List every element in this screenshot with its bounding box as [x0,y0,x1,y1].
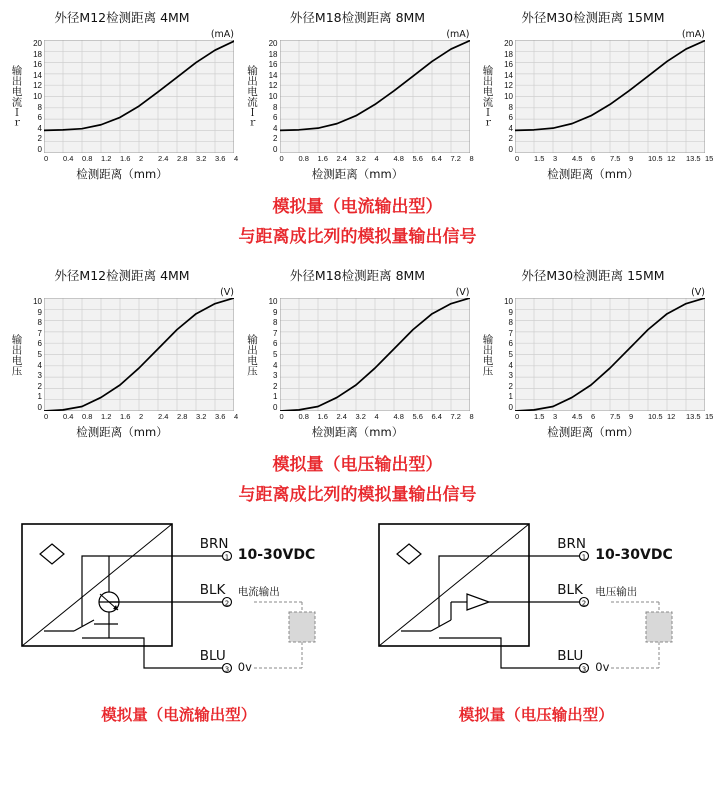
chart-voltage-m30 [479,266,714,440]
plot-area [515,298,707,411]
chart-title: 外径M30检测距离 15MM [521,268,665,283]
wire-label-brn: BRN [557,536,586,552]
plot-area [515,40,707,153]
wire-value-output: 电流输出 [237,586,280,598]
svg-text:3: 3 [224,665,229,674]
plot-area [44,298,236,411]
plot-area [280,298,472,411]
wire-value-vdc: 10-30VDC [237,547,316,563]
y-tick-labels: 10 9 8 7 6 5 4 3 2 1 0 [33,297,42,412]
caption-voltage-line1: 模拟量（电压输出型） [272,455,443,475]
y-unit-label: (V) [691,287,705,298]
caption-current-line2: 与距离成比列的模拟量输出信号 [238,227,477,247]
wire-label-blu: BLU [557,648,584,664]
y-unit-label: (mA) [210,29,234,40]
y-tick-labels: 10 9 8 7 6 5 4 3 2 1 0 [504,297,513,412]
wire-value-vdc: 10-30VDC [595,547,673,563]
wire-value-0v: 0v [595,660,610,674]
caption-current-line1: 模拟量（电流输出型） [272,197,443,217]
chart-voltage-m18 [244,266,472,440]
y-axis-label: 输出电流Ｉｒ [481,65,494,128]
wire-label-blk: BLK [557,582,583,598]
chart-current-m30 [479,8,714,182]
wire-label-blu: BLU [199,648,226,664]
wire-label-brn: BRN [199,536,229,552]
y-axis-label: 输出电压 [10,333,23,376]
chart-title: 外径M18检测距离 8MM [289,268,426,283]
y-tick-labels: 10 9 8 7 6 5 4 3 2 1 0 [268,297,278,412]
chart-title: 外径M12检测距离 4MM [54,268,190,283]
y-tick-labels: 20 18 16 14 12 10 8 6 4 2 0 [504,39,513,154]
x-axis-label: 检测距离（mm） [547,167,639,181]
y-axis-label: 输出电流Ｉｒ [246,65,258,128]
wiring-diagram-voltage [371,516,701,725]
x-axis-label: 检测距离（mm） [76,425,168,439]
svg-text:1: 1 [582,553,587,562]
y-tick-labels: 20 18 16 14 12 10 8 6 4 2 0 [268,39,278,154]
voltage-charts-row [0,266,715,440]
wiring-caption-current: 模拟量（电流输出型） [101,706,257,724]
chart-title: 外径M12检测距离 4MM [54,10,190,25]
y-axis-label: 输出电流Ｉｒ [10,65,23,128]
caption-voltage-line2: 与距离成比列的模拟量输出信号 [238,485,477,505]
plot-area [44,40,236,153]
plot-area [280,40,472,153]
svg-text:3: 3 [582,665,587,674]
current-charts-row [0,8,715,182]
wiring-diagrams-row [0,516,715,725]
wiring-diagram-current [14,516,344,725]
y-unit-label: (mA) [681,29,705,40]
svg-text:2: 2 [582,599,587,608]
y-tick-labels: 20 18 16 14 12 10 8 6 4 2 0 [33,39,42,154]
x-axis-label: 检测距离（mm） [76,167,168,181]
x-tick-labels: 0 1.5 3 4.5 6 7.5 9 10.5 12 13.5 15 [515,412,714,421]
x-axis-label: 检测距离（mm） [547,425,639,439]
chart-title: 外径M18检测距离 8MM [289,10,426,25]
svg-text:2: 2 [224,599,229,608]
wire-value-0v: 0v [237,660,252,674]
x-tick-labels: 0 0.8 1.6 2.4 3.2 4 4.8 5.6 6.4 7.2 8 [279,154,474,163]
x-tick-labels: 0 0.4 0.8 1.2 1.6 2 2.4 2.8 3.2 3.6 4 [44,412,239,421]
wire-label-blk: BLK [199,582,226,598]
svg-text:1: 1 [224,553,229,562]
y-unit-label: (V) [220,287,234,298]
x-axis-label: 检测距离（mm） [311,167,404,181]
x-tick-labels: 0 0.8 1.6 2.4 3.2 4 4.8 5.6 6.4 7.2 8 [279,412,474,421]
y-unit-label: (V) [455,287,470,298]
x-tick-labels: 0 0.4 0.8 1.2 1.6 2 2.4 2.8 3.2 3.6 4 [44,154,239,163]
chart-current-m18 [244,8,472,182]
y-axis-label: 输出电压 [481,333,494,376]
wire-value-output: 电压输出 [595,586,638,598]
chart-current-m12 [8,8,239,182]
x-axis-label: 检测距离（mm） [311,425,404,439]
wiring-caption-voltage: 模拟量（电压输出型） [458,706,614,724]
chart-title: 外径M30检测距离 15MM [521,10,665,25]
x-tick-labels: 0 1.5 3 4.5 6 7.5 9 10.5 12 13.5 15 [515,154,714,163]
y-unit-label: (mA) [446,29,470,40]
y-axis-label: 输出电压 [246,333,258,376]
chart-voltage-m12 [8,266,239,440]
